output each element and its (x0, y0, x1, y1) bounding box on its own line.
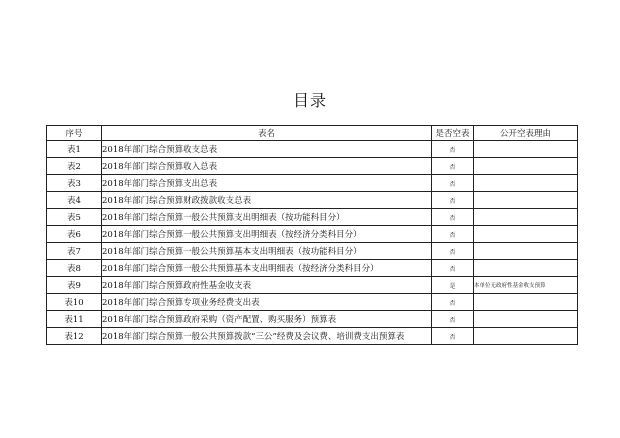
row-name: 2018年部门综合预算财政拨款收支总表 (102, 192, 432, 209)
row-reason: 本单位无政府性基金收支预算 (474, 277, 578, 294)
table-row (47, 260, 578, 277)
row-is-empty: 否 (432, 209, 474, 226)
row-name: 2018年部门综合预算专项业务经费支出表 (102, 294, 432, 311)
row-is-empty: 否 (432, 158, 474, 175)
row-reason (474, 175, 578, 192)
row-seq: 表5 (47, 209, 102, 226)
row-name: 2018年部门综合预算收入总表 (102, 158, 432, 175)
row-is-empty: 否 (432, 175, 474, 192)
row-seq: 表7 (47, 243, 102, 260)
row-name: 2018年部门综合预算一般公共预算拨款“三公”经费及会议费、培训费支出预算表 (102, 328, 432, 345)
row-seq: 表3 (47, 175, 102, 192)
row-name: 2018年部门综合预算一般公共预算基本支出明细表（按功能科目分） (102, 243, 432, 260)
table-row (47, 192, 578, 209)
row-seq: 表6 (47, 226, 102, 243)
row-reason (474, 243, 578, 260)
row-name: 2018年部门综合预算收支总表 (102, 141, 432, 158)
row-seq: 表8 (47, 260, 102, 277)
table-row (47, 328, 578, 345)
row-name: 2018年部门综合预算一般公共预算基本支出明细表（按经济分类科目分） (102, 260, 432, 277)
row-seq: 表11 (47, 311, 102, 328)
header-seq: 序号 (47, 126, 102, 141)
row-is-empty: 否 (432, 243, 474, 260)
table-row (47, 243, 578, 260)
row-reason (474, 311, 578, 328)
row-seq: 表9 (47, 277, 102, 294)
row-seq: 表2 (47, 158, 102, 175)
row-is-empty: 否 (432, 294, 474, 311)
row-reason (474, 192, 578, 209)
row-is-empty: 否 (432, 226, 474, 243)
row-seq: 表12 (47, 328, 102, 345)
row-name: 2018年部门综合预算政府采购（资产配置、购买服务）预算表 (102, 311, 432, 328)
row-is-empty: 否 (432, 260, 474, 277)
table-row (47, 311, 578, 328)
table-row (47, 226, 578, 243)
row-reason (474, 328, 578, 345)
table-row (47, 209, 578, 226)
row-name: 2018年部门综合预算支出总表 (102, 175, 432, 192)
row-is-empty: 否 (432, 328, 474, 345)
row-reason (474, 141, 578, 158)
header-reason: 公开空表理由 (474, 126, 578, 141)
table-row (47, 175, 578, 192)
row-reason (474, 260, 578, 277)
row-reason (474, 294, 578, 311)
row-is-empty: 否 (432, 141, 474, 158)
table-row (47, 141, 578, 158)
row-reason (474, 158, 578, 175)
row-name: 2018年部门综合预算一般公共预算支出明细表（按功能科目分） (102, 209, 432, 226)
table-header-row (47, 126, 578, 141)
table-row (47, 277, 578, 294)
table-row (47, 158, 578, 175)
row-reason (474, 209, 578, 226)
row-is-empty: 是 (432, 277, 474, 294)
header-name: 表名 (102, 126, 432, 141)
row-name: 2018年部门综合预算一般公共预算支出明细表（按经济分类科目分） (102, 226, 432, 243)
row-reason (474, 226, 578, 243)
page-title: 目录 (292, 91, 327, 110)
table-row (47, 294, 578, 311)
row-name: 2018年部门综合预算政府性基金收支表 (102, 277, 432, 294)
row-seq: 表1 (47, 141, 102, 158)
row-is-empty: 否 (432, 192, 474, 209)
row-seq: 表10 (47, 294, 102, 311)
row-is-empty: 否 (432, 311, 474, 328)
table-of-contents (46, 125, 578, 345)
row-seq: 表4 (47, 192, 102, 209)
header-is-empty: 是否空表 (432, 126, 474, 141)
